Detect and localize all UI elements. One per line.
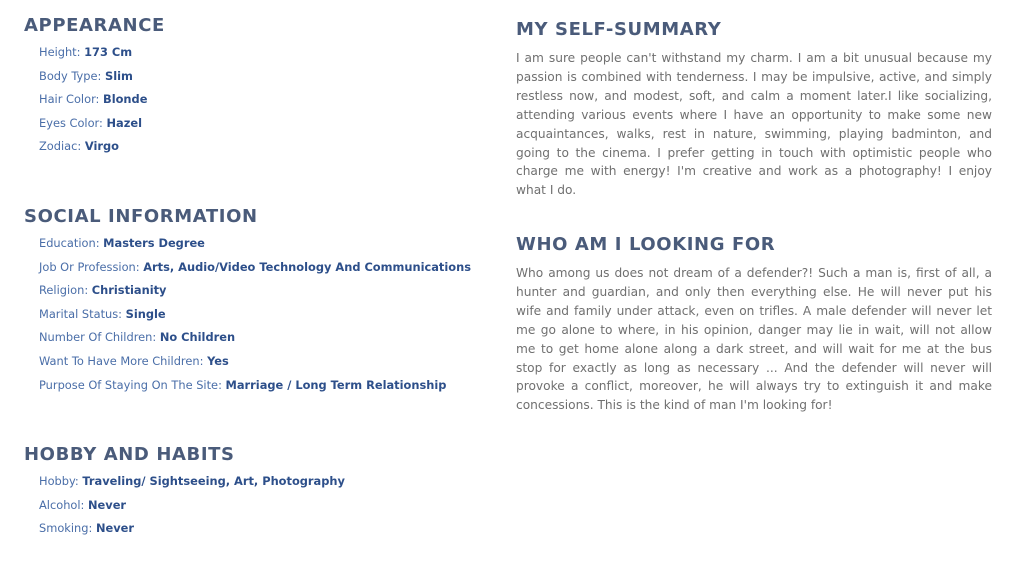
attr-alcohol (39, 494, 345, 518)
attr-label: Body Type: (39, 68, 102, 83)
attr-value: Marriage / Long Term Relationship (225, 377, 447, 392)
looking-for-text: Who among us does not dream of a defender?! Such a man is, first of all, a hunter and guardian, and only then everything else. He will never put his wife and family under attack, even on trifles. A male defender will never let me go alone to where, in his opinion, danger may lie in wait, will not allow me to get home alone along a dark street, and will wait for me at the bus stop for exactly as long as necessary ... And the defender will never will provoke a conflict, moreover, he will always try to extinguish it and make concessions. This is the kind of man I'm looking for! (516, 266, 992, 413)
attr-label: Number Of Children: (39, 330, 157, 345)
social-information-heading: SOCIAL INFORMATION (24, 206, 258, 227)
attr-hobby (39, 470, 345, 494)
attr-value: Virgo (84, 139, 119, 154)
attr-want-more-children (39, 350, 471, 374)
looking-for-heading: WHO AM I LOOKING FOR (516, 234, 776, 255)
hobby-and-habits-list (39, 470, 345, 541)
hobby-and-habits-heading: HOBBY AND HABITS (24, 444, 235, 465)
attr-value: Single (125, 306, 166, 321)
attr-label: Smoking: (39, 521, 93, 536)
attr-label: Marital Status: (39, 306, 123, 321)
attr-value: Arts, Audio/Video Technology And Communications (143, 259, 471, 274)
attr-label: Job Or Profession: (39, 259, 140, 274)
attr-label: Alcohol: (39, 497, 85, 512)
attr-label: Religion: (39, 283, 89, 298)
attr-label: Height: (39, 45, 81, 59)
attr-label: Want To Have More Children: (39, 353, 204, 368)
attr-hair-color (39, 88, 147, 112)
attr-zodiac (39, 135, 147, 159)
attr-value: Traveling/ Sightseeing, Art, Photography (82, 474, 345, 488)
attr-label: Eyes Color: (39, 115, 103, 130)
self-summary-text: I am sure people can't withstand my charm. I am a bit unusual because my passion is combined with tenderness. I may be impulsive, active, and simply restless now, and modest, soft, and calm a moment later.I like socializing, attending various events where I have an opportunity to make some new acquaintances, walks, rest in nature, swimming, playing badminton, and going to the cinema. I prefer getting in touch with optimistic people who charge me with energy! I'm creative and work as a photography! I enjoy what I do. (516, 51, 992, 198)
attr-label: Zodiac: (39, 139, 82, 154)
appearance-list (39, 41, 147, 159)
attr-value: Slim (105, 68, 133, 83)
appearance-heading: APPEARANCE (24, 15, 165, 36)
self-summary-heading: MY SELF-SUMMARY (516, 19, 722, 40)
attr-value: Blonde (103, 92, 148, 107)
attr-label: Education: (39, 236, 100, 250)
attr-value: Never (95, 521, 134, 536)
attr-eyes-color (39, 112, 147, 136)
attr-body-type (39, 65, 147, 89)
attr-value: Christianity (91, 283, 167, 298)
attr-value: Yes (207, 353, 229, 368)
attr-number-of-children (39, 326, 471, 350)
attr-value: No Children (159, 330, 236, 345)
attr-height (39, 41, 147, 65)
attr-label: Purpose Of Staying On The Site: (39, 377, 222, 392)
attr-value: Never (88, 497, 127, 512)
attr-education (39, 232, 471, 256)
attr-smoking (39, 517, 345, 541)
attr-label: Hair Color: (39, 92, 100, 107)
attr-value: 173 Cm (84, 45, 133, 59)
attr-value: Masters Degree (103, 236, 205, 250)
attr-religion (39, 279, 471, 303)
attr-value: Hazel (106, 115, 142, 130)
attr-profession (39, 256, 471, 280)
attr-marital-status (39, 303, 471, 327)
attr-label: Hobby: (39, 474, 79, 488)
social-information-list (39, 232, 471, 397)
attr-purpose (39, 374, 471, 398)
